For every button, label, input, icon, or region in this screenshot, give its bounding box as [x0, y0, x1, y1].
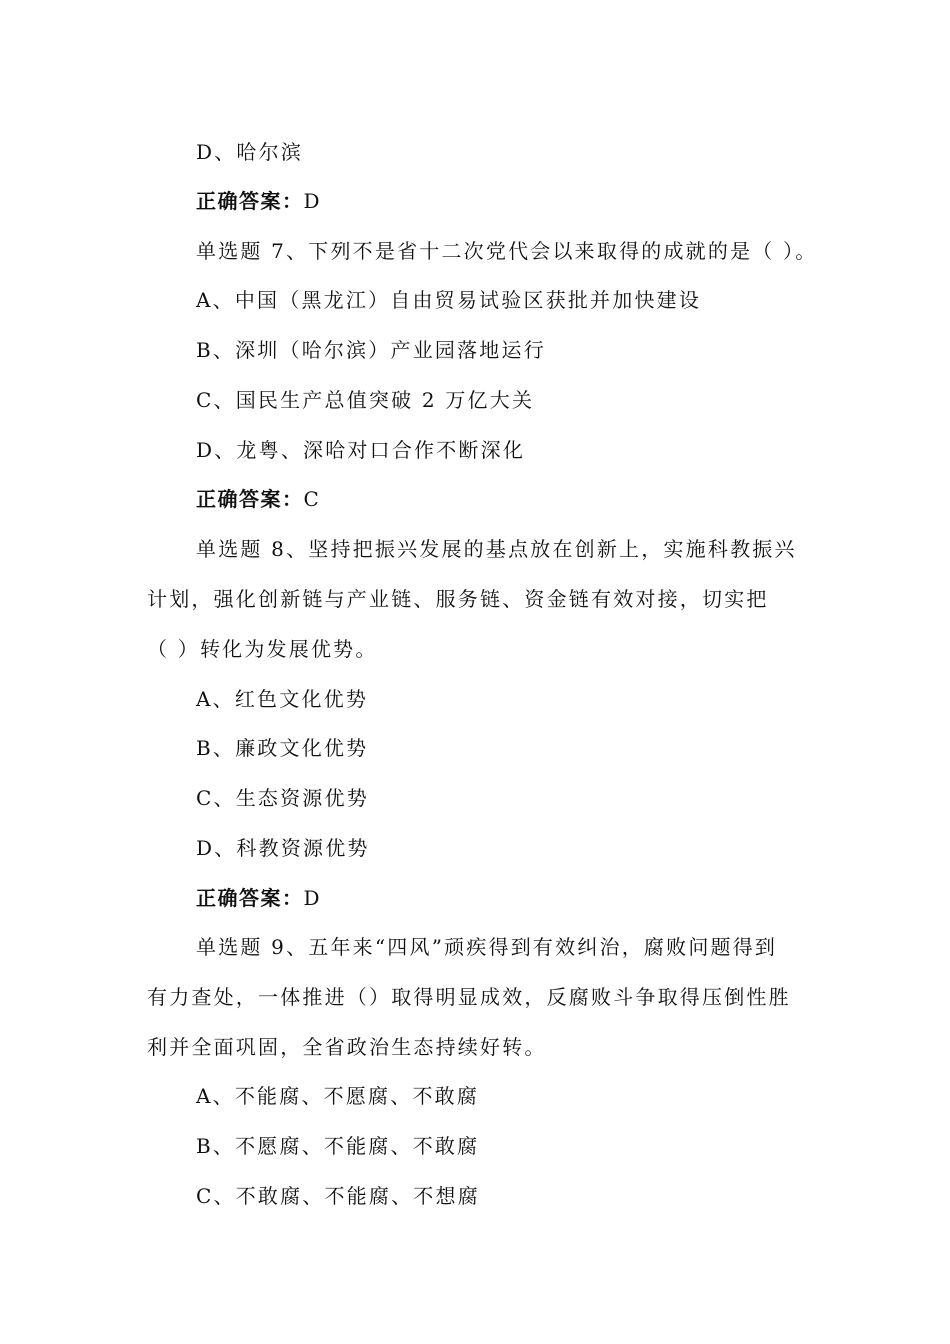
answer-value: C: [303, 487, 322, 511]
q8-option-d: D、科教资源优势: [196, 836, 370, 860]
q9-option-b: B、不愿腐、不能腐、不敢腐: [196, 1134, 480, 1158]
q7-answer: [196, 486, 321, 512]
q9-option-c: C、不敢腐、不能腐、不想腐: [196, 1184, 480, 1208]
q9-question-line-3: 利并全面巩固，全省政治生态持续好转。: [147, 1035, 547, 1059]
q8-question-line-3: （ ）转化为发展优势。: [147, 637, 378, 661]
q8-answer: [196, 885, 322, 911]
q7-option-b: B、深圳（哈尔滨）产业园落地运行: [196, 338, 546, 362]
q8-option-a: A、红色文化优势: [196, 687, 369, 711]
q6-option-d: D、哈尔滨: [196, 140, 304, 164]
q7-option-a: A、中国（黑龙江）自由贸易试验区获批并加快建设: [196, 288, 702, 312]
q7-option-d: D、龙粤、深哈对口合作不断深化: [196, 438, 526, 462]
q8-question-line-2: 计划，强化创新链与产业链、服务链、资金链有效对接，切实把: [147, 587, 769, 611]
q9-question-line-2: 有力查处，一体推进（）取得明显成效，反腐败斗争取得压倒性胜: [147, 985, 791, 1009]
answer-label: 正确答案：: [196, 189, 304, 213]
answer-value: D: [303, 189, 322, 213]
answer-label: 正确答案：: [196, 487, 304, 511]
q9-question-line-1: 单选题 9、五年来“四风”顽疾得到有效纠治，腐败问题得到: [196, 935, 778, 959]
q6-answer: [196, 188, 322, 214]
q7-option-c: C、国民生产总值突破 2 万亿大关: [196, 388, 535, 412]
q8-question-line-1: 单选题 8、坚持把振兴发展的基点放在创新上，实施科教振兴: [196, 537, 797, 561]
q8-option-c: C、生态资源优势: [196, 786, 369, 810]
q7-question: 单选题 7、下列不是省十二次党代会以来取得的成就的是（ ）。: [196, 239, 818, 263]
q9-option-a: A、不能腐、不愿腐、不敢腐: [196, 1084, 480, 1108]
answer-label: 正确答案：: [196, 886, 304, 910]
q8-option-b: B、廉政文化优势: [196, 736, 369, 760]
answer-value: D: [303, 886, 322, 910]
